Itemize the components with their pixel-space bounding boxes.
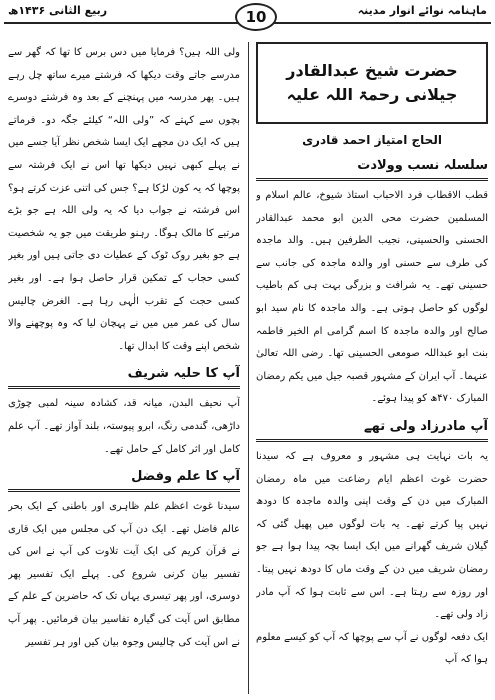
question-paragraph: ایک دفعہ لوگوں نے آپ سے پوچھا کہ آپ کو کیسے معلوم ہوا کہ آپ bbox=[256, 631, 488, 666]
article-author: الحاج امتیاز احمد قادری bbox=[302, 133, 442, 147]
section-heading-appearance: آپ کا حلیہ شریف bbox=[8, 364, 240, 389]
publication-name: ماہنامہ نوائے انوار مدینہ bbox=[354, 4, 491, 17]
left-column bbox=[8, 42, 240, 694]
knowledge-paragraph: سیدنا غوث اعظم علم ظاہری اور باطنی کے ایک بحر عالم فاضل تھے۔ ایک دن آپ کی مجلس میں ایک قاری نے قرآن کریم کی ایک آیت تلاوت کی آپ نے اس کی تفسیر بیان کرنی شروع کی۔ پہلے ایک تفسیر پھر دوسری، اور پھر تیسری یہاں تک کہ حاضرین کے علم کے مطابق اس آیت کی گیارہ تفاسیر بیان فرمائیں۔ پھر آپ نے اس آیت کی چالیس وجوہ بیان کیں اور ہر تفسیر bbox=[8, 501, 240, 648]
page-number: 10 bbox=[235, 3, 277, 31]
section-heading-knowledge: آپ کا علم وفضل bbox=[8, 467, 240, 492]
article-title-box bbox=[256, 42, 488, 124]
lineage-paragraph: قطب الاقطاب فرد الاحباب استاذ شیوخ، عالم اسلام و المسلمین حضرت محی الدین ابو محمد عبدالقادر الحسنی والحسینی، نجیب الطرفین ہیں۔ والد ماجدہ کی طرف سے حسنی اور والدہ ماجدہ کی جانب سے حسینی تھے۔ یہ شرافت و بزرگی بہت ہی کم باطیب لوگوں کو حاصل ہوتی ہے۔ والد ماجدہ کا نام سید ابو صالح اور والدہ ماجدہ کا اسم گرامی ام الخیر فاطمہ بنت ابو عبداللہ صومعی الحسینی تھا۔ رضی اللہ تعالیٰ عنہما۔ آپ ایران کے مشہور قصبہ جیل میں یکم رمضان المبارک ۴۷۰ھ کو پیدا ہوئے۔ bbox=[256, 190, 488, 405]
born-saint-paragraph: یہ بات نہایت ہی مشہور و معروف ہے کہ سیدنا حضرت غوث اعظم ایام رضاعت میں ماہ رمضان المبارک میں دن کے وقت اپنی والدہ ماجدہ کا دودھ نہیں پیا کرتے تھے۔ یہ بات لوگوں میں پھیل گئی کہ گیلان شریف گھرانے میں ایک ایسا بچہ پیدا ہوا ہے جو رمضان شریف میں دن کے وقت ماں کا دودھ نہیں پیتا۔ اور روزہ سے رہتا ہے۔ اس سے ثابت ہوا کہ آپ مادر زاد ولی تھے۔ bbox=[256, 450, 488, 621]
section-heading-born-saint: آپ مادرزاد ولی تھے bbox=[256, 417, 488, 442]
article-title: حضرت شیخ عبدالقادر جیلانی رحمۃ اللہ علیہ bbox=[286, 61, 458, 104]
issue-date: ربیع الثانی ۱۴۳۶ھ bbox=[4, 4, 111, 17]
wali-paragraph: ولی اللہ ہیں؟ فرمایا میں دس برس کا تھا کہ گھر سے مدرسے جاتے وقت دیکھا کہ فرشتے میرے ساتھ چل رہے ہیں۔ پھر مدرسہ میں پہنچنے کے بعد وہ فرشتے دوسرے بچوں سے کہتے کہ ”ولی اللہ“ کیلئے جگہ دو۔ فرماتے ہیں کہ ایک دن مجھے ایک ایسا شخص نظر آیا جسے میں نے پہلے کبھی نہیں دیکھا تھا اس نے ایک فرشتہ سے پوچھا کہ یہ کون لڑکا ہے؟ جس کی اتنی عزت کرتے ہو؟ اس فرشتہ نے جواب دیا کہ یہ ولی اللہ ہے جو بڑے مرتبے کا مالک ہوگا۔ رہنو طریقت میں جو یہ شخصیت ہے جو بغیر روک ٹوک کے عطیات دی جاتی ہیں اور بغیر کسی حجاب کے تمکین قرار حاصل ہوا ہے۔ اور بغیر کسی حجت کے تقرب الٰہی رہا ہے۔ الغرض چالیس سال کی عمر میں میں نے پہچان لیا کہ وہ پوچھنے والا شخص اپنے وقت کا ابدال تھا۔ bbox=[8, 47, 240, 352]
appearance-paragraph: آپ نحیف البدن، میانہ قد، کشادہ سینہ لمبی چوڑی داڑھی، گندمی رنگ، ابرو پیوستہ، بلند آواز تھے۔ آپ علم کامل اور اثر کامل کے حامل تھے۔ bbox=[8, 398, 240, 455]
column-divider bbox=[248, 42, 249, 694]
section-heading-lineage: سلسلہ نسب وولادت bbox=[256, 156, 488, 181]
page-header bbox=[4, 4, 491, 34]
right-column bbox=[256, 42, 488, 694]
